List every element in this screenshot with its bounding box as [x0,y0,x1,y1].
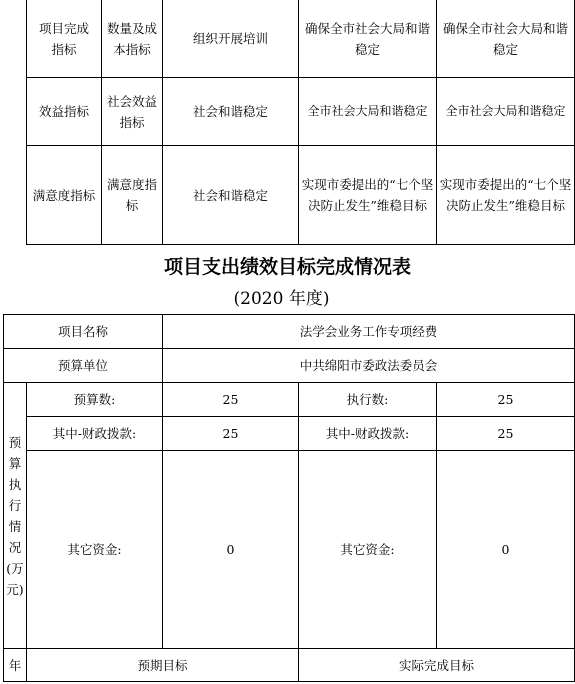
cell-sub-2: 社会效益指标 [101,77,163,146]
budget-unit-value: 中共绵阳市委政法委员会 [162,348,575,383]
cell-target-3: 实现市委提出的“七个坚决防止发生”维稳目标 [298,145,437,245]
project-name-label: 项目名称 [3,314,163,349]
other-funds-label: 其它资金: [26,450,163,649]
expected-target-header: 预期目标 [26,648,299,682]
cell-sub-1: 数量及成本指标 [101,0,163,78]
fiscal-allocation-label: 其中-财政拨款: [26,416,163,451]
cell-indicator-2: 效益指标 [26,77,102,146]
side-label-budget-exec: 预 算 执 行 情 况 (万 元) [3,382,27,649]
budget-amount-label: 预算数: [26,382,163,417]
page-subtitle-year: (2020 年度) [233,289,330,309]
cell-indicator-1: 项目完成指标 [26,0,102,78]
other-funds-value: 0 [162,450,299,649]
fiscal-allocation-exec-label: 其中-财政拨款: [298,416,437,451]
page-title: 项目支出绩效目标完成情况表 [163,256,411,278]
fiscal-allocation-exec-value: 25 [436,416,575,451]
cell-actual-1: 确保全市社会大局和谐稳定 [436,0,575,78]
fiscal-allocation-value: 25 [162,416,299,451]
cell-target-2: 全市社会大局和谐稳定 [298,77,437,146]
cell-content-2: 社会和谐稳定 [162,77,299,146]
cell-indicator-3: 满意度指标 [26,145,102,245]
other-funds-exec-value: 0 [436,450,575,649]
exec-amount-label: 执行数: [298,382,437,417]
other-funds-exec-label: 其它资金: [298,450,437,649]
budget-unit-label: 预算单位 [3,348,163,383]
cell-content-3: 社会和谐稳定 [162,145,299,245]
cell-sub-3: 满意度指标 [101,145,163,245]
cell-target-1: 确保全市社会大局和谐稳定 [298,0,437,78]
exec-amount-value: 25 [436,382,575,417]
budget-amount-value: 25 [162,382,299,417]
cell-content-1: 组织开展培训 [162,0,299,78]
project-name-value: 法学会业务工作专项经费 [162,314,575,349]
cell-actual-2: 全市社会大局和谐稳定 [436,77,575,146]
year-label: 年 [3,648,27,682]
cell-actual-3: 实现市委提出的“七个坚决防止发生”维稳目标 [436,145,575,245]
actual-target-header: 实际完成目标 [298,648,575,682]
